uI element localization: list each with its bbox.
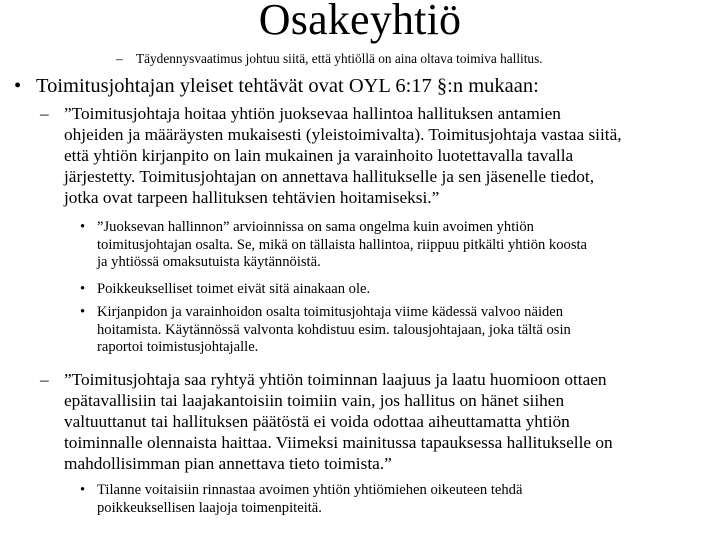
- bullet-marker: •: [80, 482, 86, 498]
- main-point-text: Toimitusjohtajan yleiset tehtävät ovat OYL 6:17 §:n mukaan:: [36, 75, 539, 97]
- text-line: ”Toimitusjohtaja hoitaa yhtiön juoksevaa hallintoa hallituksen antamien: [64, 104, 561, 123]
- text-line: hoitamista. Käytännössä valvonta kohdistuu esim. talousjohtajaan, joka tältä osin: [97, 321, 571, 338]
- text-line: ohjeiden ja määräysten mukaisesti (yleistoimivalta). Toimitusjohtaja vastaa siitä,: [64, 125, 622, 144]
- text-line: raportoi toimistusjohtajalle.: [97, 339, 259, 356]
- subpoint-text: [97, 219, 587, 272]
- subpoint-text: [97, 281, 370, 299]
- subpoint-text: [97, 304, 571, 357]
- quote-2-subpoint-1: [80, 482, 716, 518]
- subnote-text: Täydennysvaatimus johtuu siitä, että yhtiöllä on aina oltava toimiva hallitus.: [136, 51, 543, 66]
- text-line: toiminnalle olennaista haittaa. Viimeksi mainitussa tapauksessa hallitukselle on: [64, 433, 613, 452]
- dash-marker: –: [40, 104, 49, 123]
- text-line: ”Toimitusjohtaja saa ryhtyä yhtiön toiminnan laajuus ja laatu huomioon ottaen: [64, 370, 607, 389]
- quote-1-subpoint-3: [80, 304, 716, 358]
- dash-marker: –: [40, 370, 49, 389]
- text-line: Poikkeukselliset toimet eivät sitä ainakaan ole.: [97, 281, 371, 297]
- quote-2: [40, 369, 716, 479]
- bullet-marker: •: [80, 304, 86, 320]
- text-line: mahdollisimman pian annettava tieto toimista.”: [64, 454, 392, 473]
- quote-2-text: [64, 369, 613, 474]
- bullet-marker: •: [80, 281, 86, 297]
- subpoint-text: [97, 482, 522, 517]
- text-line: ja yhtiössä omaksutuista käytännöistä.: [97, 254, 321, 271]
- quote-1-subpoint-1: [80, 219, 716, 273]
- text-line: että yhtiön kirjanpito on lain mukainen ja varainhoito luotettavalla tavalla: [64, 146, 574, 165]
- bullet-marker: •: [80, 219, 86, 235]
- bullet-marker: •: [14, 75, 22, 97]
- text-line: epätavallisiin tai laajakantoisiin toimiin vain, jos hallitus on hänet siihen: [64, 391, 565, 410]
- quote-1: [40, 103, 716, 213]
- text-line: toimitusjohtajan osalta. Se, mikä on tällaista hallintoa, riippuu pitkälti yhtiön koosta: [97, 236, 588, 253]
- quote-1-text: [64, 103, 622, 208]
- slide-title: Osakeyhtiö: [258, 0, 462, 44]
- main-point: [14, 74, 714, 98]
- title-subnote: [116, 52, 543, 65]
- text-line: jotka ovat tarpeen hallituksen tehtävien hoitamiseksi.”: [64, 188, 440, 207]
- text-line: järjestetty. Toimitusjohtajan on annettava hallitukselle ja sen jäsenelle tiedot,: [64, 167, 595, 186]
- text-line: poikkeuksellisen laajoja toimenpiteitä.: [97, 499, 322, 516]
- quote-1-subpoint-2: [80, 281, 716, 299]
- text-line: ”Juoksevan hallinnon” arvioinnissa on sama ongelma kuin avoimen yhtiön: [97, 219, 534, 235]
- text-line: valtuuttanut tai hallituksen päätöstä ei voida odottaa aiheuttamatta yhtiön: [64, 412, 570, 431]
- text-line: Tilanne voitaisiin rinnastaa avoimen yhtiön yhtiömiehen oikeuteen tehdä: [97, 482, 523, 498]
- text-line: Kirjanpidon ja varainhoidon osalta toimitusjohtaja viime kädessä valvoo näiden: [97, 304, 564, 320]
- subnote-dash: –: [116, 51, 123, 66]
